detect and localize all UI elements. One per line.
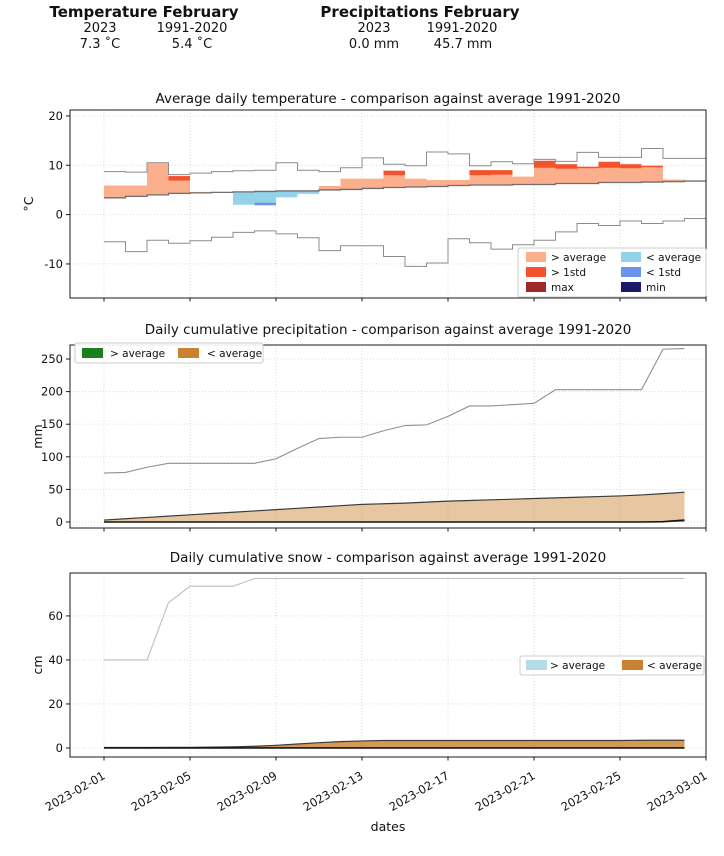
temperature-period-reference: 1991-2020 [156, 21, 228, 36]
legend-label: min [646, 282, 666, 294]
svg-text:60: 60 [48, 608, 63, 623]
legend [75, 343, 263, 363]
svg-text:0: 0 [55, 515, 63, 530]
below-average-area [276, 191, 298, 197]
x-tick-label: 2023-02-17 [386, 768, 452, 815]
chart-title: Daily cumulative precipitation - comparison against average 1991-2020 [144, 322, 632, 338]
x-axis-label: dates [370, 819, 406, 834]
above-average-area [104, 185, 126, 197]
x-tick-label: 2023-03-01 [644, 768, 710, 815]
x-tick-label: 2023-02-21 [472, 768, 538, 815]
y-tick-labels [48, 609, 63, 755]
below-1std-area [255, 203, 277, 205]
legend-label: max [551, 282, 574, 294]
above-1std-area [470, 170, 492, 175]
legend-label: > average [551, 252, 607, 264]
legend [518, 248, 706, 297]
precipitations-summary-title: Precipitations February [320, 3, 520, 21]
above-1std-area [599, 162, 621, 168]
svg-text:-10: -10 [44, 256, 63, 271]
axis-ticks [66, 616, 706, 761]
legend-swatch [621, 282, 641, 292]
above-1std-area [169, 176, 191, 180]
svg-text:40: 40 [48, 652, 63, 667]
legend-label: > 1std [551, 267, 587, 279]
above-average-area [362, 179, 384, 189]
y-tick-labels [44, 109, 63, 271]
above-average-area [405, 179, 427, 187]
legend-label: > average [550, 660, 606, 672]
max-line [104, 579, 685, 660]
y-axis-label: cm [30, 655, 45, 675]
svg-text:50: 50 [48, 482, 63, 497]
snow-chart [30, 550, 706, 761]
legend-label: < average [647, 660, 703, 672]
svg-text:10: 10 [48, 158, 63, 173]
svg-text:100: 100 [41, 449, 63, 464]
y-axis-label: mm [30, 424, 45, 449]
temperature-period-current: 2023 [83, 21, 117, 36]
above-average-area [513, 177, 535, 185]
legend-swatch [621, 252, 641, 262]
precipitation-chart [30, 322, 706, 532]
legend-label: > average [110, 348, 166, 360]
chart-title: Average daily temperature - comparison against average 1991-2020 [155, 91, 621, 107]
temperature-chart [21, 91, 706, 302]
y-axis-label: °C [21, 196, 36, 212]
legend-swatch [622, 660, 643, 670]
x-tick-label: 2023-02-01 [42, 768, 108, 815]
legend-swatch [526, 660, 547, 670]
above-average-area [577, 167, 599, 184]
max-line [104, 349, 685, 474]
legend-swatch [178, 348, 199, 358]
svg-text:20: 20 [48, 108, 63, 123]
legend-swatch [82, 348, 103, 358]
x-tick-label: 2023-02-25 [558, 768, 624, 815]
precipitations-value-reference: 45.7 mm [433, 37, 493, 52]
above-1std-area [534, 161, 556, 168]
legend-swatch [526, 267, 546, 277]
temperature-value-reference: 5.4 ˚C [171, 37, 213, 52]
below-average-area [233, 192, 255, 205]
above-1std-area [620, 164, 642, 168]
temperature-summary-title: Temperature February [49, 3, 239, 21]
chart-title: Daily cumulative snow - comparison against average 1991-2020 [169, 550, 607, 566]
svg-text:20: 20 [48, 696, 63, 711]
above-average-area [126, 185, 148, 196]
above-1std-area [556, 164, 578, 168]
legend-label: < average [646, 252, 702, 264]
above-average-area [427, 180, 449, 186]
above-average-area [147, 163, 169, 195]
legend-swatch [526, 282, 546, 292]
x-tick-label: 2023-02-13 [300, 768, 366, 815]
legend-label: < 1std [646, 267, 682, 279]
above-average-area [341, 179, 363, 190]
above-1std-area [491, 170, 513, 174]
svg-text:0: 0 [55, 207, 63, 222]
legend-swatch [621, 267, 641, 277]
x-tick-label: 2023-02-05 [128, 768, 194, 815]
precipitations-period-reference: 1991-2020 [426, 21, 498, 36]
above-1std-area [384, 171, 406, 175]
above-average-area [642, 166, 664, 182]
svg-text:200: 200 [41, 384, 63, 399]
svg-text:150: 150 [41, 417, 63, 432]
legend-label: < average [207, 348, 263, 360]
svg-text:0: 0 [55, 740, 63, 755]
legend [520, 656, 704, 675]
above-average-area [448, 180, 470, 185]
svg-text:250: 250 [41, 352, 63, 367]
above-1std-area [577, 167, 599, 168]
above-1std-area [642, 166, 664, 167]
x-tick-label: 2023-02-09 [214, 768, 280, 815]
x-tick-labels [43, 768, 710, 814]
temperature-value-current: 7.3 ˚C [79, 37, 121, 52]
legend-swatch [526, 252, 546, 262]
precipitations-value-current: 0.0 mm [348, 37, 400, 52]
precipitations-period-current: 2023 [357, 21, 391, 36]
